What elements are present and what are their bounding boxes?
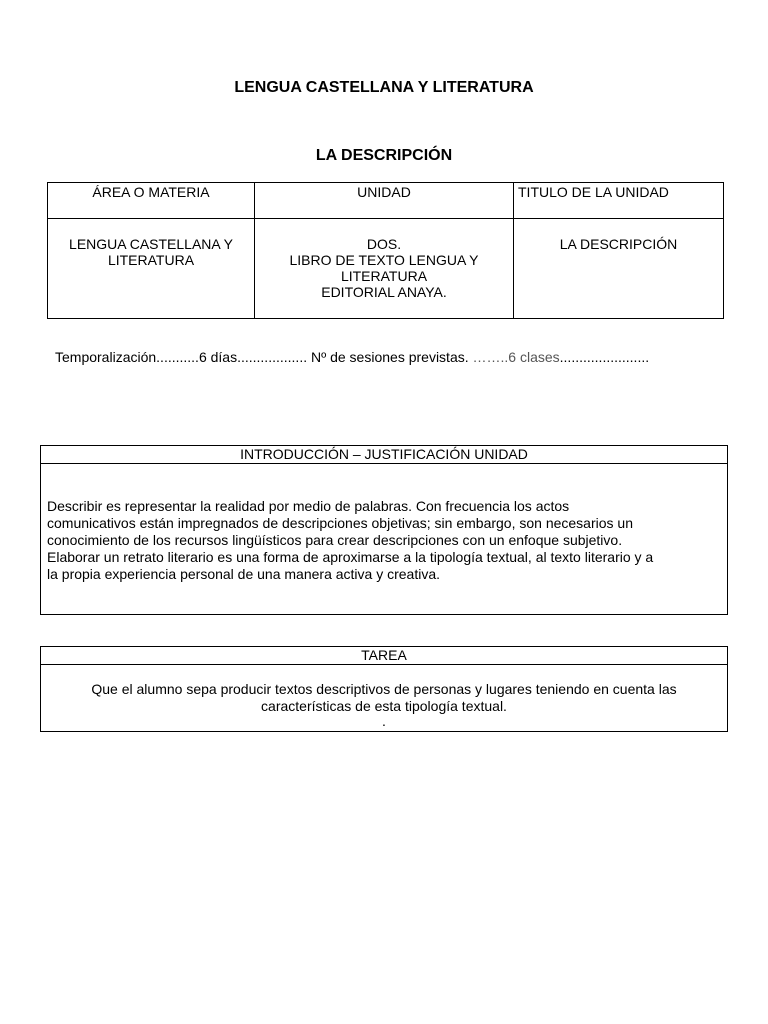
header-titulo: TITULO DE LA UNIDAD	[514, 183, 724, 219]
task-line: características de esta tipología textual.	[261, 698, 507, 714]
cell-unidad-line: LITERATURA	[340, 268, 428, 284]
cell-unidad-line: LIBRO DE TEXTO LENGUA Y	[289, 252, 479, 268]
cell-titulo-line: LA DESCRIPCIÓN	[559, 236, 678, 252]
cell-area-line: LITERATURA	[107, 252, 195, 268]
header-area: ÁREA O MATERIA	[48, 183, 255, 219]
introduction-body	[41, 464, 727, 583]
introduction-line: comunicativos están impregnados de descripciones objetivas; sin embargo, son necesarios un	[47, 515, 633, 531]
cell-unidad-line: DOS.	[366, 236, 402, 252]
cell-area	[48, 219, 255, 319]
introduction-line: la propia experiencia personal de una manera activa y creativa.	[47, 566, 441, 582]
introduction-line: Elaborar un retrato literario es una forma de aproximarse a la tipología textual, al texto literario y a	[47, 549, 654, 565]
cell-unidad-line: EDITORIAL ANAYA.	[321, 284, 447, 300]
introduction-box	[40, 445, 728, 615]
temporalization-line	[55, 349, 755, 365]
introduction-header: INTRODUCCIÓN – JUSTIFICACIÓN UNIDAD	[41, 446, 727, 464]
unit-table-row	[48, 219, 724, 319]
temporalization-text: Temporalización...........6 días.................. Nº de sesiones previstas.	[55, 349, 473, 365]
header-unidad: UNIDAD	[255, 183, 514, 219]
task-trailing-dot: .	[382, 713, 386, 729]
unit-table-header-row	[48, 183, 724, 219]
task-body	[41, 665, 727, 727]
task-box	[40, 646, 728, 732]
cell-area-line: LENGUA CASTELLANA Y	[69, 236, 233, 252]
section-title: LA DESCRIPCIÓN	[315, 147, 453, 164]
task-line: Que el alumno sepa producir textos descriptivos de personas y lugares teniendo en cuenta las	[91, 681, 677, 697]
task-header: TAREA	[41, 647, 727, 665]
cell-titulo	[514, 219, 724, 319]
unit-table	[47, 182, 724, 319]
introduction-line: conocimiento de los recursos lingüísticos para crear descripciones con un enfoque subjetivo.	[47, 532, 623, 548]
introduction-line: Describir es representar la realidad por medio de palabras. Con frecuencia los actos	[47, 498, 570, 514]
cell-unidad	[255, 219, 514, 319]
temporalization-trailing: .......................	[559, 349, 650, 365]
document-title: LENGUA CASTELLANA Y LITERATURA	[234, 79, 534, 96]
sessions-value: ……..6 clases	[472, 349, 560, 365]
